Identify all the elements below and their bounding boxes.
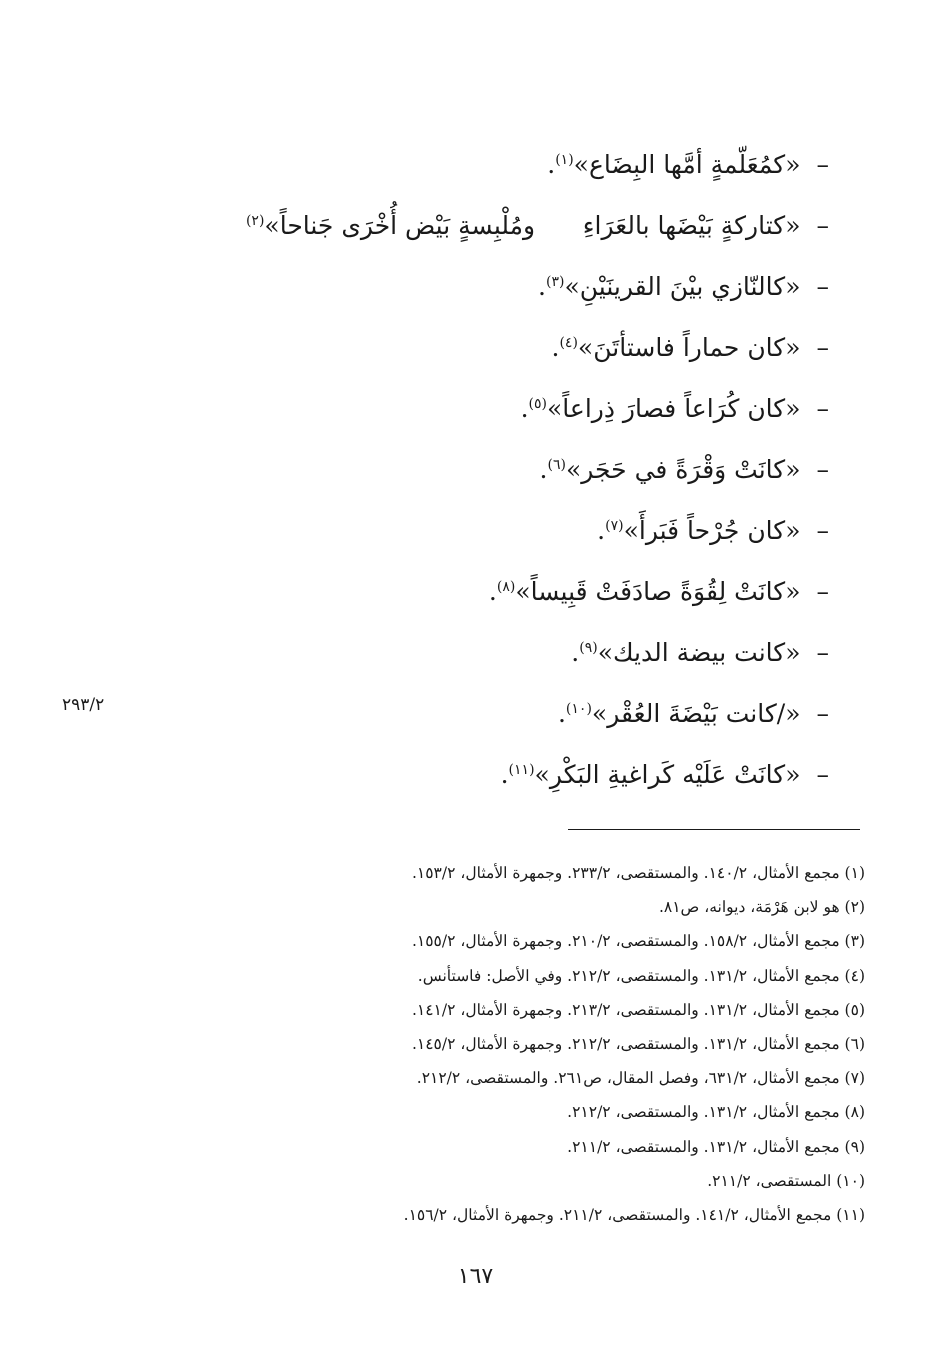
dash: – [816, 638, 829, 667]
proverb-end: . [500, 760, 509, 789]
footnote-ref: (١١) [508, 762, 535, 778]
proverb-text: «كتاركةٍ بَيْضَها بالعَرَاءِ ومُلْبِسةٍ بَيْض أُخْرَى جَناحاً» [264, 211, 801, 240]
dash: – [816, 333, 829, 362]
footnote-ref: (١) [555, 152, 574, 168]
proverb-line [209, 618, 829, 679]
dash: – [816, 455, 829, 484]
dash: – [816, 394, 829, 423]
dash: – [816, 760, 829, 789]
proverb-end: . [539, 455, 548, 484]
proverb-end: . [520, 394, 529, 423]
proverb-text: «كانَتْ وَقْرَةً في حَجَر» [565, 455, 801, 484]
proverb-line [209, 740, 829, 801]
proverb-text: «كان كُرَاعاً فصارَ ذِراعاً» [547, 394, 801, 423]
proverb-text: «كانَتْ لِقُوَةً صادَفَتْ قَبِيساً» [515, 577, 801, 606]
footnote-ref: (٣) [545, 274, 565, 290]
footnote: (١) مجمع الأمثال، ١٤٠/٢. والمستقصى، ٢٣٣/٢. وجمهرة الأمثال، ١٥٣/٢. [411, 864, 865, 882]
footnote-ref: (٦) [547, 457, 566, 473]
footnote-ref: (٧) [605, 518, 624, 534]
proverb-end: . [571, 638, 580, 667]
footnotes-list [265, 856, 865, 1232]
proverb-end: . [488, 577, 497, 606]
footnote-ref: (٥) [528, 396, 547, 412]
proverb-text: «كان حماراً فاستأتَنَ» [577, 333, 801, 362]
proverb-end: . [557, 699, 566, 728]
proverb-text: «/كانت بَيْضَةَ العُقْر» [591, 699, 801, 728]
footnote-ref: (٤) [559, 335, 578, 351]
proverb-end: . [538, 272, 546, 301]
proverb-line [209, 374, 829, 435]
dash: – [816, 272, 829, 301]
margin-reference: ٢٩٣/٢ [62, 695, 105, 715]
footnote: (٦) مجمع الأمثال، ١٣١/٢. والمستقصى، ٢١٢/٢. وجمهرة الأمثال، ١٤٥/٢. [411, 1034, 865, 1053]
dash: – [816, 577, 829, 606]
footnote: (٤) مجمع الأمثال، ١٣١/٢. والمستقصى، ٢١٢/٢. وفي الأصل: فاستأنس. [417, 966, 865, 985]
footnote: (٩) مجمع الأمثال، ١٣١/٢. والمستقصى، ٢١١/٢. [567, 1137, 865, 1156]
footnote: (٧) مجمع الأمثال، ٦٣١/٢، وفصل المقال، ص٢٦١. والمستقصى، ٢١٢/٢. [416, 1069, 865, 1088]
proverb-text: «كان جُرْحاً فَبَرأَ» [623, 516, 801, 545]
footnote: (٣) مجمع الأمثال، ١٥٨/٢. والمستقصى، ٢١٠/٢. وجمهرة الأمثال، ١٥٥/٢. [411, 932, 865, 951]
proverb-text: «كانت بيضة الديك» [597, 638, 801, 667]
dash: – [816, 150, 829, 179]
proverb-line [209, 435, 829, 496]
proverb-text: «كالنّازي بيْنَ القرينَيْنِ» [564, 272, 801, 301]
proverb-line [209, 496, 829, 557]
dash: – [816, 699, 829, 728]
footnote: (٨) مجمع الأمثال، ١٣١/٢. والمستقصى، ٢١٢/٢. [567, 1103, 865, 1122]
dash: – [816, 211, 829, 240]
footnote: (٢) هو لابن هَرْمَة، ديوانه، ص٨١. [658, 898, 865, 917]
footnote-ref: (١٠) [565, 701, 592, 717]
proverb-end: . [551, 333, 560, 362]
footnote: (١٠) المستقصى، ٢١١/٢. [707, 1171, 865, 1190]
page-number: ١٦٧ [457, 1264, 494, 1289]
footnote-ref: (٢) [245, 213, 265, 229]
proverb-line [209, 130, 829, 191]
proverb-text: «كانَتْ عَلَيْه كَراغيةِ البَكْرِ» [534, 760, 801, 789]
proverbs-list [209, 130, 829, 801]
footnote-divider [568, 829, 860, 830]
proverb-line [209, 679, 829, 740]
proverb-text: «كمُعَلّمةٍ أمَّها البِضَاع» [573, 150, 801, 179]
proverb-end: . [547, 150, 556, 179]
footnote-ref: (٩) [579, 640, 598, 656]
proverb-line [209, 313, 829, 374]
footnote-ref: (٨) [496, 579, 516, 595]
dash: – [816, 516, 829, 545]
footnote: (١١) مجمع الأمثال، ١٤١/٢. والمستقصى، ٢١١/٢. وجمهرة الأمثال، ١٥٦/٢. [403, 1205, 865, 1224]
footnote: (٥) مجمع الأمثال، ١٣١/٢. والمستقصى، ٢١٣/٢. وجمهرة الأمثال، ١٤١/٢. [411, 1000, 865, 1019]
proverb-line [209, 557, 829, 618]
proverb-line [209, 191, 829, 252]
proverb-end: . [597, 516, 606, 545]
proverb-line [209, 252, 829, 313]
